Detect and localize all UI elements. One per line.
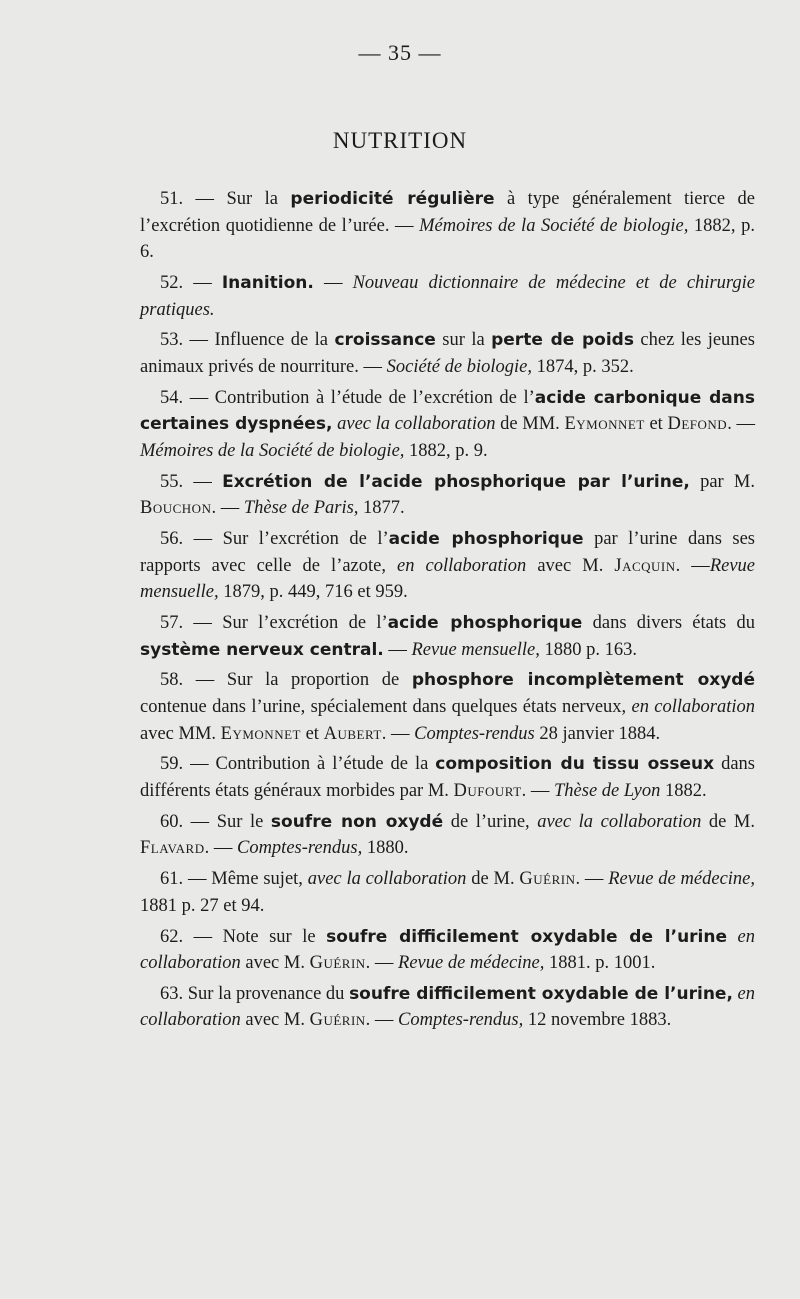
entry-text: 51. — Sur la bbox=[160, 189, 291, 209]
bibliography-entry bbox=[140, 270, 755, 323]
entry-text: . — bbox=[575, 869, 609, 890]
entry-text: 1881 p. 27 et 94. bbox=[140, 895, 265, 916]
author-name: Eymonnet bbox=[220, 723, 301, 744]
italic-citation: Thèse de Paris, bbox=[243, 498, 359, 519]
bibliography-entry bbox=[140, 751, 755, 804]
author-name: Dufourt bbox=[453, 780, 522, 801]
entry-text: 1880. bbox=[362, 838, 409, 859]
entry-text: de l’urine, bbox=[443, 811, 538, 832]
bold-keyword: acide phosphorique bbox=[387, 613, 583, 634]
entry-text: 60. — Sur le bbox=[160, 811, 271, 832]
entry-text: et bbox=[644, 414, 668, 435]
bold-keyword: croissance bbox=[334, 330, 436, 351]
entry-text: avec M. bbox=[526, 555, 615, 576]
entry-text: . — bbox=[381, 723, 415, 744]
italic-citation: Nouveau dictionnaire de médecine et de chirurgie pratiques. bbox=[140, 272, 756, 320]
entry-text: 62. — Note sur le bbox=[160, 926, 327, 947]
entry-text: 1882, p. 6. bbox=[140, 215, 756, 263]
author-name: Aubert bbox=[323, 723, 382, 744]
entry-text: 1882, p. 9. bbox=[404, 440, 488, 461]
bold-keyword: soufre non oxydé bbox=[270, 811, 444, 832]
bibliography-entry bbox=[140, 924, 755, 977]
entry-text: contenue dans l’urine, spécialement dans quelques états nerveux, bbox=[140, 697, 632, 717]
italic-citation: en collaboration bbox=[140, 926, 755, 974]
entry-text: . — bbox=[365, 1010, 399, 1031]
entry-text: à type généralement tierce de l’excrétion quotidienne de l’urée. — bbox=[140, 189, 755, 236]
entry-text: 1881. p. 1001. bbox=[544, 953, 656, 974]
entry-text: 63. Sur la provenance du bbox=[160, 983, 350, 1004]
bibliography-entry bbox=[140, 327, 755, 380]
author-name: Guérin bbox=[309, 953, 366, 974]
entry-text: — bbox=[313, 272, 353, 293]
author-name: Guérin bbox=[519, 869, 576, 890]
italic-citation: Comptes-rendus, bbox=[236, 838, 363, 859]
entry-text: de M. bbox=[701, 811, 755, 832]
entry-text: 1882. bbox=[660, 780, 707, 801]
entry-text: dans divers états du bbox=[582, 613, 755, 634]
bold-keyword: soufre difficilement oxydable de l’urine, bbox=[349, 983, 733, 1004]
section-title: NUTRITION bbox=[332, 128, 468, 153]
bibliography-entry bbox=[140, 667, 755, 747]
italic-citation: avec la collaboration bbox=[307, 869, 467, 890]
entry-text: 1879, p. 449, 716 et 959. bbox=[218, 582, 408, 603]
italic-citation: en collaboration bbox=[631, 697, 755, 717]
bibliography-list bbox=[140, 186, 755, 1038]
italic-citation: Mémoires de la Société de biologie, bbox=[140, 440, 405, 461]
author-name: Jacquin bbox=[614, 555, 676, 576]
entry-text: . — bbox=[211, 498, 244, 519]
italic-citation: Revue de médecine, bbox=[608, 869, 756, 890]
bibliography-entry bbox=[140, 526, 755, 606]
entry-text: . — bbox=[675, 555, 710, 576]
bold-keyword: système nerveux central. bbox=[140, 639, 384, 660]
italic-citation: Comptes-rendus, bbox=[398, 1010, 524, 1031]
bibliography-entry bbox=[140, 186, 755, 266]
italic-citation: Revue mensuelle, bbox=[411, 639, 540, 660]
italic-citation: en collaboration bbox=[397, 555, 527, 576]
entry-text: 61. — Même sujet, bbox=[160, 869, 308, 890]
italic-citation: Comptes-rendus bbox=[414, 723, 535, 744]
entry-text: avec M. bbox=[240, 953, 310, 974]
italic-citation: Revue de médecine, bbox=[398, 953, 545, 974]
entry-text: avec M. bbox=[240, 1010, 310, 1031]
bold-keyword: Inanition. bbox=[221, 272, 314, 293]
entry-text: — bbox=[383, 639, 412, 660]
entry-text: de MM. bbox=[495, 414, 565, 435]
author-name: Guérin bbox=[309, 1010, 366, 1031]
italic-citation: avec la collaboration bbox=[337, 414, 496, 435]
bold-keyword: acide phosphorique bbox=[388, 529, 584, 550]
bold-keyword: phosphore incomplètement oxydé bbox=[411, 670, 755, 691]
entry-text: 56. — Sur l’excrétion de l’ bbox=[160, 529, 389, 550]
entry-text: . — bbox=[521, 780, 555, 801]
author-name: Flavard bbox=[140, 838, 205, 859]
entry-text: 1877. bbox=[358, 498, 405, 519]
bibliography-entry bbox=[140, 610, 755, 663]
entry-text: 53. — Influence de la bbox=[160, 330, 335, 351]
bibliography-entry bbox=[140, 981, 755, 1034]
entry-text: 59. — Contribution à l’étude de la bbox=[160, 754, 436, 775]
entry-text: 58. — Sur la proportion de bbox=[160, 670, 412, 691]
bold-keyword: periodicité régulière bbox=[290, 189, 495, 209]
entry-text: 1880 p. 163. bbox=[539, 639, 638, 660]
bold-keyword: composition du tissu osseux bbox=[435, 754, 715, 775]
entry-text: . — bbox=[727, 414, 756, 435]
entry-text: sur la bbox=[435, 330, 492, 351]
italic-citation: en collaboration bbox=[140, 983, 756, 1031]
entry-text: 54. — Contribution à l’étude de l’excrétion de l’ bbox=[160, 387, 535, 408]
entry-text bbox=[727, 927, 738, 947]
entry-text: 1874, p. 352. bbox=[532, 356, 634, 377]
entry-text: 28 janvier 1884. bbox=[534, 723, 661, 744]
entry-text: et bbox=[300, 723, 324, 744]
author-name: Defond bbox=[667, 414, 728, 435]
bold-keyword: perte de poids bbox=[491, 330, 634, 351]
entry-text: de M. bbox=[466, 869, 520, 890]
bibliography-entry bbox=[140, 385, 755, 465]
bold-keyword: Excrétion de l’acide phosphorique par l’urine, bbox=[222, 471, 690, 492]
entry-text: 12 novembre 1883. bbox=[523, 1010, 672, 1031]
author-name: Bouchon bbox=[140, 498, 212, 519]
bold-keyword: soufre difficilement oxydable de l’urine bbox=[326, 926, 728, 947]
entry-text: par l’urine dans ses rapports avec celle de l’azote, bbox=[140, 529, 755, 576]
entry-text: avec MM. bbox=[140, 723, 221, 744]
italic-citation: Thèse de Lyon bbox=[554, 780, 661, 801]
italic-citation: Mémoires de la Société de biologie, bbox=[419, 215, 689, 236]
page-number: — 35 — bbox=[358, 40, 442, 65]
entry-text: . — bbox=[365, 953, 399, 974]
author-name: Eymonnet bbox=[564, 414, 645, 435]
italic-citation: Revue mensuelle, bbox=[140, 555, 755, 603]
entry-text: par M. bbox=[689, 471, 756, 492]
italic-citation: Société de biologie, bbox=[386, 356, 532, 377]
entry-text: chez les jeunes animaux privés de nourriture. — bbox=[140, 330, 755, 377]
bibliography-entry bbox=[140, 469, 755, 522]
entry-text: 52. — bbox=[160, 272, 222, 293]
bibliography-entry bbox=[140, 866, 755, 919]
entry-text: dans différents états généraux morbides par M. bbox=[140, 754, 755, 801]
italic-citation: avec la collaboration bbox=[537, 811, 702, 832]
entry-text: . — bbox=[204, 838, 237, 859]
entry-text: 55. — bbox=[160, 471, 223, 492]
bibliography-entry bbox=[140, 809, 755, 862]
entry-text: 57. — Sur l’excrétion de l’ bbox=[160, 613, 388, 634]
bold-keyword: acide carbonique dans certaines dyspnées, bbox=[140, 387, 755, 435]
